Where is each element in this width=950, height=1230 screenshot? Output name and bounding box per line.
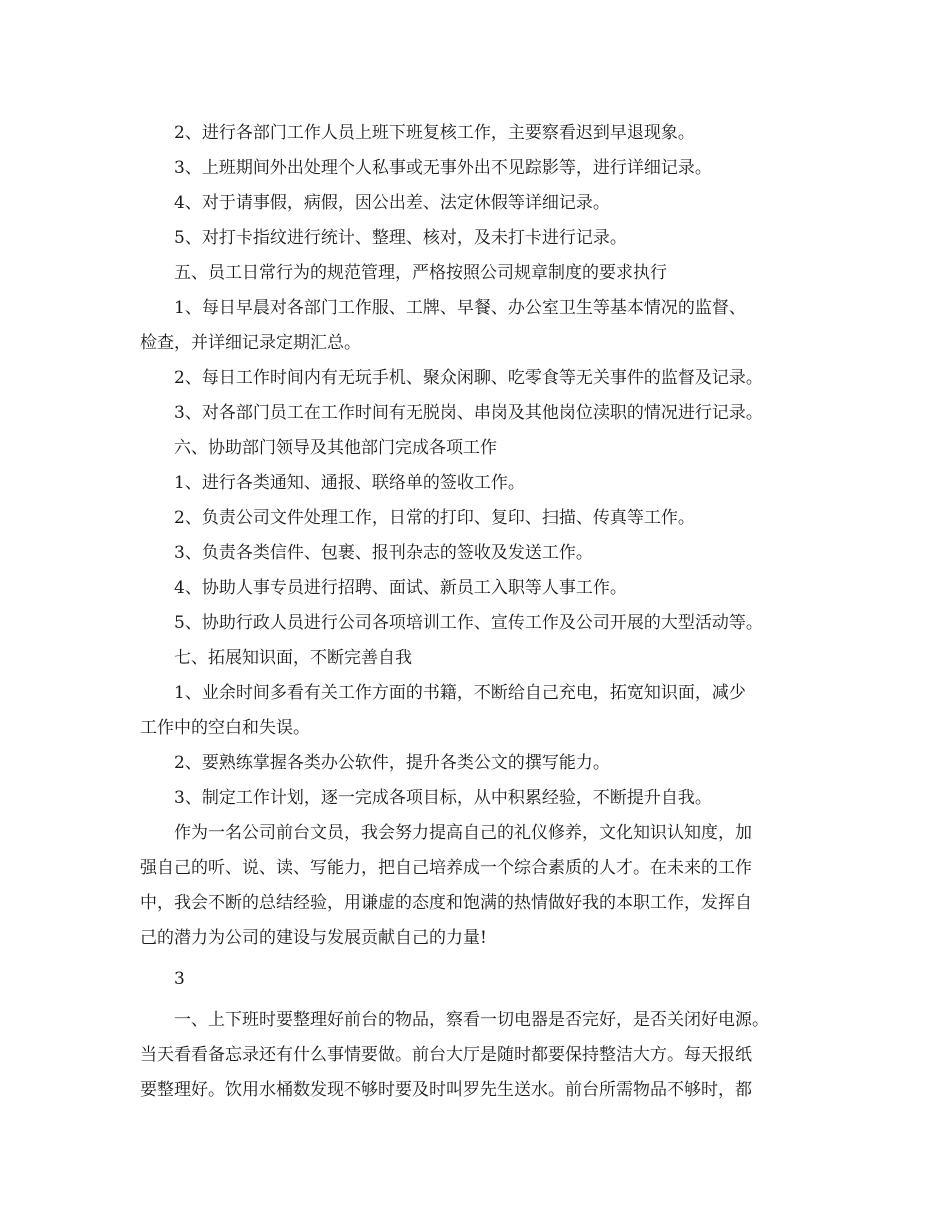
- list-item-morning-check: 1、每日早晨对各部门工作服、工牌、早餐、办公室卫生等基本情况的监督、: [174, 298, 746, 318]
- list-item-admin-assist: 5、协助行政人员进行公司各项培训工作、宣传工作及公司开展的大型活动等。: [174, 613, 763, 633]
- section-1-line-3: 要整理好。饮用水桶数发现不够时要及时叫罗先生送水。前台所需物品不够时，都: [140, 1080, 752, 1100]
- section-heading-5: 五、员工日常行为的规范管理，严格按照公司规章制度的要求执行: [174, 263, 667, 283]
- list-item-fingerprint-stats: 5、对打卡指纹进行统计、整理、核对，及未打卡进行记录。: [174, 228, 627, 248]
- list-item-phone-check: 2、每日工作时间内有无玩手机、聚众闲聊、吃零食等无关事件的监督及记录。: [174, 368, 763, 388]
- list-item-work-plan: 3、制定工作计划，逐一完成各项目标，从中积累经验，不断提升自我。: [174, 788, 712, 808]
- list-item-mail-sign: 3、负责各类信件、包裹、报刊杂志的签收及发送工作。: [174, 543, 593, 563]
- list-item-leave-record: 4、对于请事假，病假，因公出差、法定休假等详细记录。: [174, 193, 610, 213]
- section-number: 3: [174, 969, 185, 989]
- section-heading-7: 七、拓展知识面，不断完善自我: [174, 648, 412, 668]
- closing-paragraph-line-2: 强自己的听、说、读、写能力，把自己培养成一个综合素质的人才。在未来的工作: [140, 858, 752, 878]
- list-item-file-processing: 2、负责公司文件处理工作，日常的打印、复印、扫描、传真等工作。: [174, 508, 695, 528]
- closing-paragraph-line-3: 中，我会不断的总结经验，用谦虚的态度和饱满的热情做好我的本职工作，发挥自: [140, 893, 752, 913]
- document-body: [140, 116, 820, 1108]
- list-item-post-check: 3、对各部门员工在工作时间有无脱岗、串岗及其他岗位渎职的情况进行记录。: [174, 403, 763, 423]
- section-1-line-2: 当天看看备忘录还有什么事情要做。前台大厅是随时都要保持整洁大方。每天报纸: [140, 1045, 752, 1065]
- list-item-reading: 1、业余时间多看有关工作方面的书籍，不断给自己充电，拓宽知识面，减少: [174, 683, 746, 703]
- list-item-outing-record: 3、上班期间外出处理个人私事或无事外出不见踪影等，进行详细记录。: [174, 158, 712, 178]
- section-1-line-1: 一、上下班时要整理好前台的物品，察看一切电器是否完好，是否关闭好电源。: [174, 1010, 769, 1030]
- list-item-hr-assist: 4、协助人事专员进行招聘、面试、新员工入职等人事工作。: [174, 578, 627, 598]
- closing-paragraph-line-4: 己的潜力为公司的建设与发展贡献自己的力量!: [140, 928, 487, 948]
- list-item-morning-check-cont: 检查，并详细记录定期汇总。: [140, 333, 361, 353]
- list-item-attendance-review: 2、进行各部门工作人员上班下班复核工作，主要察看迟到早退现象。: [174, 123, 695, 143]
- list-item-reading-cont: 工作中的空白和失误。: [140, 718, 310, 738]
- closing-paragraph-line-1: 作为一名公司前台文员，我会努力提高自己的礼仪修养，文化知识认知度，加: [174, 823, 752, 843]
- list-item-notice-sign: 1、进行各类通知、通报、联络单的签收工作。: [174, 473, 525, 493]
- list-item-office-software: 2、要熟练掌握各类办公软件，提升各类公文的撰写能力。: [174, 753, 610, 773]
- section-heading-6: 六、协助部门领导及其他部门完成各项工作: [174, 438, 497, 458]
